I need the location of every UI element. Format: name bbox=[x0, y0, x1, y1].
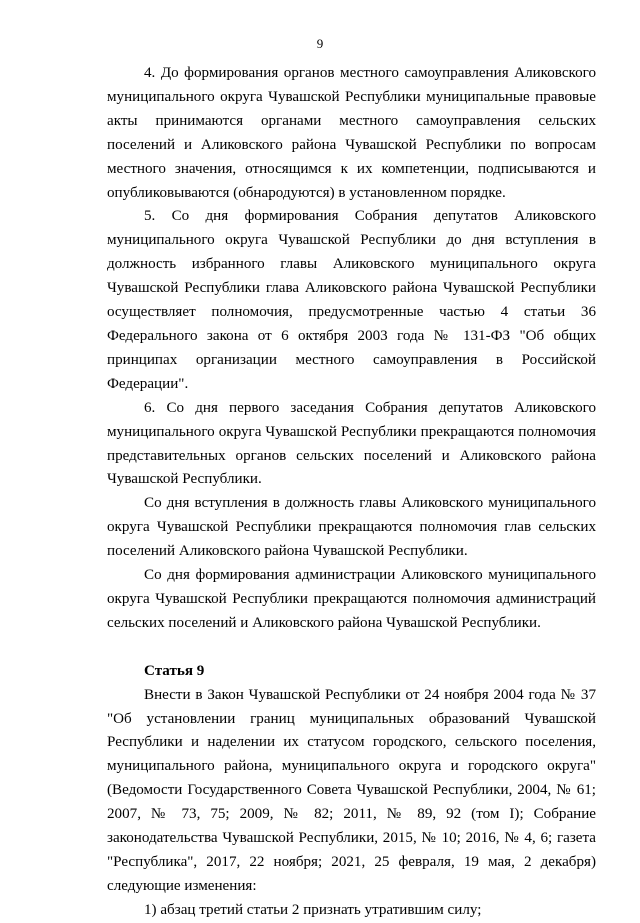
paragraph-item-5: 5. Со дня формирования Собрания депутатов Аликовского муниципального округа Чувашской Республики до дня вступления в должность избранного главы Аликовского муниципального округа Чувашской Республики глава Аликовского района Чувашской Республики осуществляет полномочия, предусмотренные частью 4 статьи 36 Федерального закона от 6 октября 2003 года № 131-ФЗ "Об общих принципах организации местного самоуправления в Российской Федерации". bbox=[107, 208, 596, 392]
paragraph-item-4: 4. До формирования органов местного самоуправления Аликовского муниципального округа Чувашской Республики муниципальные правовые акты принимаются органами местного самоуправления сельских поселений и Аликовского района Чувашской Республики по вопросам местного значения, относящимся к их компетенции, подписываются и опубликовываются (обнародуются) в установленном порядке. bbox=[107, 65, 596, 201]
paragraph-item-6: 6. Со дня первого заседания Собрания депутатов Аликовского муниципального округа Чувашской Республики прекращаются полномочия представительных органов сельских поселений и Аликовского района Чувашской Республики. bbox=[107, 399, 596, 488]
article-paragraph-item-1: 1) абзац третий статьи 2 признать утратившим силу; bbox=[144, 901, 482, 918]
article-paragraph-amendment: Внести в Закон Чувашской Республики от 24 ноября 2004 года № 37 "Об установлении границ муниципальных образований Чувашской Республики и наделении их статусом городского, сельского поселения, муниципального района, муниципального округа и городского округа" (Ведомости Государственного Совета Чувашской Республики, 2004, № 61; 2007, № 73, 75; 2009, № 82; 2011, № 89, 92 (том I); Собрание законодательства Чувашской Республики, 2015, № 10; 2016, № 4, 6; газета "Республика", 2017, 22 ноября; 2021, 25 февраля, 19 мая, 2 декабря) следующие изменения: bbox=[107, 686, 596, 894]
page-number: 9 bbox=[316, 36, 324, 51]
article-title: Статья 9 bbox=[144, 662, 205, 679]
paragraph-administration-powers: Со дня формирования администрации Аликовского муниципального округа Чувашской Республики прекращаются полномочия администраций сельских поселений и Аликовского района Чувашской Республики. bbox=[107, 567, 596, 631]
document-body bbox=[107, 62, 596, 923]
paragraph-head-powers: Со дня вступления в должность главы Аликовского муниципального округа Чувашской Республики прекращаются полномочия глав сельских поселений Аликовского района Чувашской Республики. bbox=[107, 495, 596, 560]
